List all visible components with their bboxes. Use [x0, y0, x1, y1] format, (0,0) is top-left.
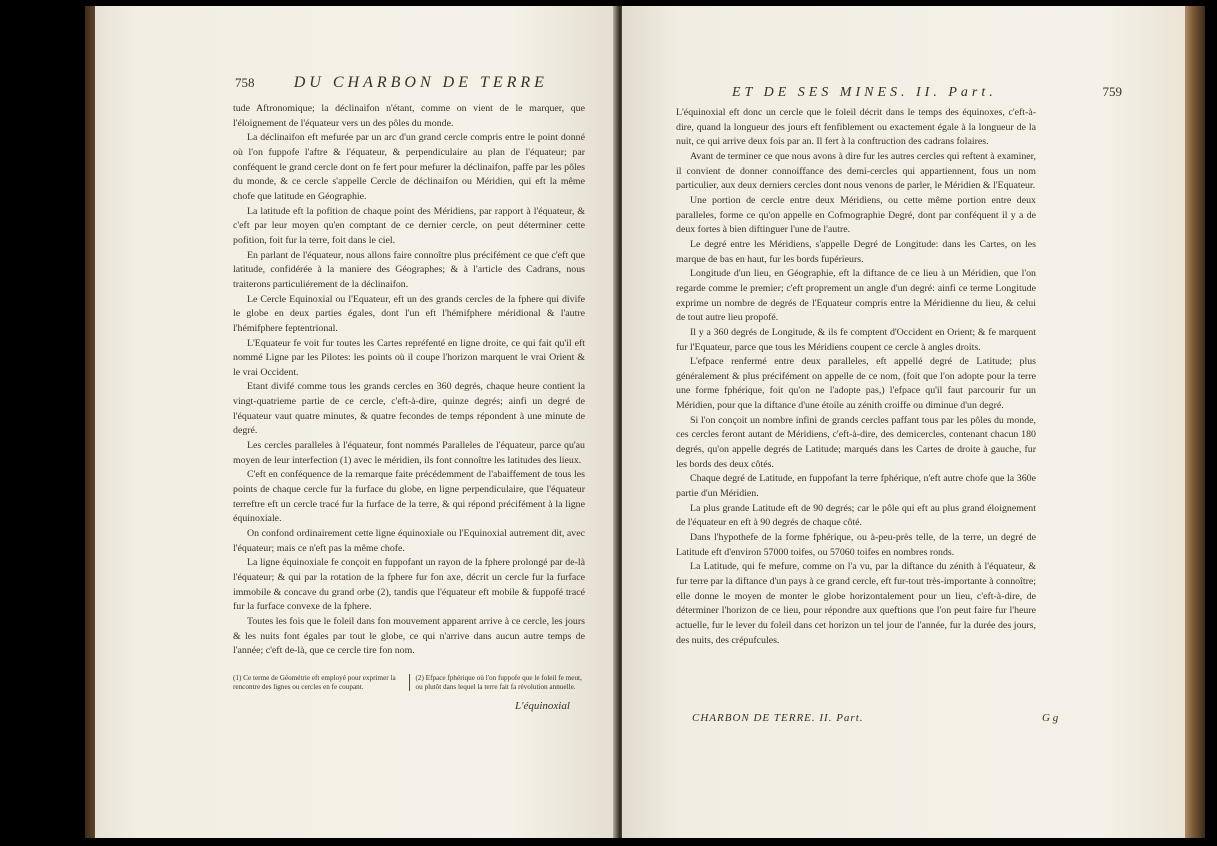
paragraph: Toutes les fois que le foleil dans fon mouvement apparent arrive à ce cercle, les jours & les nuits font égales par tout le globe, ce qui n'arrive dans aucun autre temps de l'année; c'eft de-là, que ce cercle tire fon nom. [233, 615, 585, 657]
paragraph: La ligne équinoxiale fe conçoit en fuppofant un rayon de la fphere prolongé par de-là l'équateur; & qui par la rotation de la fphere fur fon axe, décrit un cercle fur la furface immobile & concave du grand orbe (2), tandis que l'équateur eft mobile & fuppofé tracé fur la furface convexe de la fphere. [233, 557, 585, 613]
right-page-number: 759 [1102, 84, 1122, 99]
right-page-header [732, 84, 1122, 101]
left-page-body [233, 102, 585, 659]
paragraph: La latitude eft la pofition de chaque point des Méridiens, par rapport à l'équateur, & c'eft par leur moyen qu'en comptant de ce dernier cercle, on peut déterminer cette pofition, foit fur la terre, foit dans le ciel. [233, 205, 585, 246]
signature-mark: G g [1042, 712, 1059, 724]
paragraph: Une portion de cercle entre deux Méridiens, ou cette même portion entre deux paralleles, forme ce qu'on appelle en Cofmographie Degré, dont par conféquent il y a de deux fortes à bien diftinguer l'une de l'autre. [676, 194, 1036, 236]
paragraph: L'Equateur fe voit fur toutes les Cartes repréfenté en ligne droite, ce qui fait qu'il eft nommé Ligne par les Pilotes: les points où il coupe l'horizon marquent le vrai Orient & le vrai Occident. [233, 337, 585, 378]
paragraph: Longitude d'un lieu, en Géographie, eft la diftance de ce lieu à un Méridien, que l'on regarde comme le premier; c'eft proprement un angle d'un degré: ainfi ce terme Longitude exprime un nombre de degrés de l'Equateur compris entre la Méridienne du lieu, & celui de tout autre lieu propofé. [676, 268, 1036, 324]
paragraph: Le degré entre les Méridiens, s'appelle Degré de Longitude: dans les Cartes, on les marque de bas en haut, fur les bords fupérieurs. [676, 238, 1036, 265]
right-page-body [676, 106, 1036, 648]
paragraph: Etant divifé comme tous les grands cercles en 360 degrés, chaque heure contient la vingt-quatrieme partie de ce cercle, c'eft-à-dire, quinze degrés; ainfi un degré de l'équateur vaut quatre minutes, & quatre fecondes de temps répondent à une minute de degré. [233, 381, 585, 437]
paragraph: Le Cercle Equinoxial ou l'Equateur, eft un des grands cercles de la fphere qui divife le globe en deux parties égales, dont l'un eft l'hémifphere méridional & l'autre l'hémifphere feptentrional. [233, 293, 585, 334]
paragraph: L'efpace renfermé entre deux paralleles, eft appellé degré de Latitude; plus généralement & plus précifément on appelle de ce nom, (foit que l'on adopte pour la terre une forme fphérique, foit qu'on ne l'adopte pas,) l'efpace qu'il faut parcourir fur un Méridien, pour que la diftance d'une étoile au zénith croiffe ou diminue d'un degré. [676, 356, 1036, 412]
paragraph: Chaque degré de Latitude, en fuppofant la terre fphérique, n'eft autre chofe que la 360e partie d'un Méridien. [676, 473, 1036, 500]
paragraph: C'eft en conféquence de la remarque faite précédemment de l'abaiffement de tous les points de chaque cercle fur la furface du globe, en ligne perpendiculaire, que l'équateur terreftre eft un cercle tracé fur la furface de la terre, & qui répond précifément à la ligne équinoxiale. [233, 469, 585, 525]
paragraph: La Latitude, qui fe mefure, comme on l'a vu, par la diftance du zénith à l'équateur, & fur terre par la diftance d'un pays à ce grand cercle, eft fur-tout très-importante à connoître; elle donne le moyen de monter le globe horizontalement pour un lieu, c'eft-à-dire, de déterminer l'horizon de ce lieu, pour répondre aux queftions que l'on peut faire fur l'heure actuelle, fur le lever du foleil dans cet horizon un tel jour de l'année, fur la durée des jours, des nuits, des crépufcules. [676, 561, 1036, 646]
footnote-1: (1) Ce terme de Géométrie eft employé pour exprimer la rencontre des lignes ou cercles en fe coupant. [233, 674, 396, 691]
paragraph: Si l'on conçoit un nombre infini de grands cercles paffant tous par les pôles du monde, ces cercles feront autant de Méridiens, c'eft-à-dire, des demicercles, contenant chacun 180 degrés, qu'on appelle degrés de Latitude; marqués dans les Cartes de droite à gauche, fur les bords des deux côtés. [676, 414, 1036, 470]
right-running-head: ET DE SES MINES. II. Part. [732, 85, 997, 100]
open-book [85, 6, 1205, 838]
paragraph: On confond ordinairement cette ligne équinoxiale ou l'Equinoxial autrement dit, avec l'équateur; mais ce n'eft pas la même chofe. [233, 528, 585, 554]
left-page [95, 6, 618, 838]
paragraph: Les cercles paralleles à l'équateur, font nommés Paralleles de l'équateur, parce qu'au moyen de leur interfection (1) avec le méridien, ils font connoître les latitudes des lieux. [233, 440, 585, 466]
footnote-2: (2) Efpace fphérique où l'on fuppofe que le foleil fe meut, ou plutôt dans lequel la terre fait fa révolution annuelle. [409, 674, 586, 691]
paragraph: L'équinoxial eft donc un cercle que le foleil décrit dans le temps des équinoxes, c'eft-à-dire, quand la longueur des jours eft fenfiblement ou exactement égale à la longueur de la nuit, ce qui arrive deux fois par an. Il fert à la conftruction des cadrans folaires. [676, 107, 1036, 148]
paragraph: Dans l'hypothefe de la forme fphérique, ou à-peu-près telle, de la terre, un degré de Latitude eft d'environ 57000 toifes, ou 57060 toifes en nombres ronds. [676, 532, 1036, 558]
paragraph: Il y a 360 degrés de Longitude, & ils fe comptent d'Occident en Orient; & fe marquent fur l'Equateur, parce que tous les Méridiens coupent ce cercle à angles droits. [676, 326, 1036, 353]
left-page-number: 758 [235, 75, 255, 90]
left-page-header [235, 74, 595, 92]
paragraph: Avant de terminer ce que nous avons à dire fur les autres cercles qui reftent à examiner, il convient de donner connoiffance des demi-cercles qui appartiennent, fous un nom particulier, aux deux derniers cercles dont nous venons de parler, le Méridien & l'Equateur. [676, 150, 1036, 192]
paragraph: La déclinaifon eft mefurée par un arc d'un grand cercle compris entre le point donné où l'on fuppofe l'aftre & l'équateur, & perpendiculaire au plan de l'équateur; par conféquent le grand cercle dont on fe fert pour mefurer la déclinaifon, paffe par les pôles du monde, & ce cercle s'appelle Cercle de déclinaifon ou Méridien, qui eft la même chofe que latitude en Géographie. [233, 132, 585, 202]
left-running-head: DU CHARBON DE TERRE [293, 74, 548, 91]
book-cover-right-edge [1183, 6, 1205, 838]
left-footnotes [233, 674, 585, 691]
paragraph: tude Aftronomique; la déclinaifon n'étant, comme on vient de le marquer, que l'éloignement de l'équateur vers un des pôles du monde. [233, 103, 585, 129]
left-catchword: L'équinoxial [515, 700, 570, 712]
signature-title: CHARBON DE TERRE. II. Part. [692, 712, 864, 724]
paragraph: En parlant de l'équateur, nous allons faire connoître plus précifément ce que c'eft que latitude, confidérée à la maniere des Géographes; & à l'article des Cadrans, nous traiterons particuliérement de la déclinaifon. [233, 249, 585, 290]
right-page [622, 6, 1185, 838]
paragraph: La plus grande Latitude eft de 90 degrés; car le pôle qui eft au plus grand éloignement de l'équateur en eft à 90 degrés de chaque côté. [676, 502, 1036, 529]
